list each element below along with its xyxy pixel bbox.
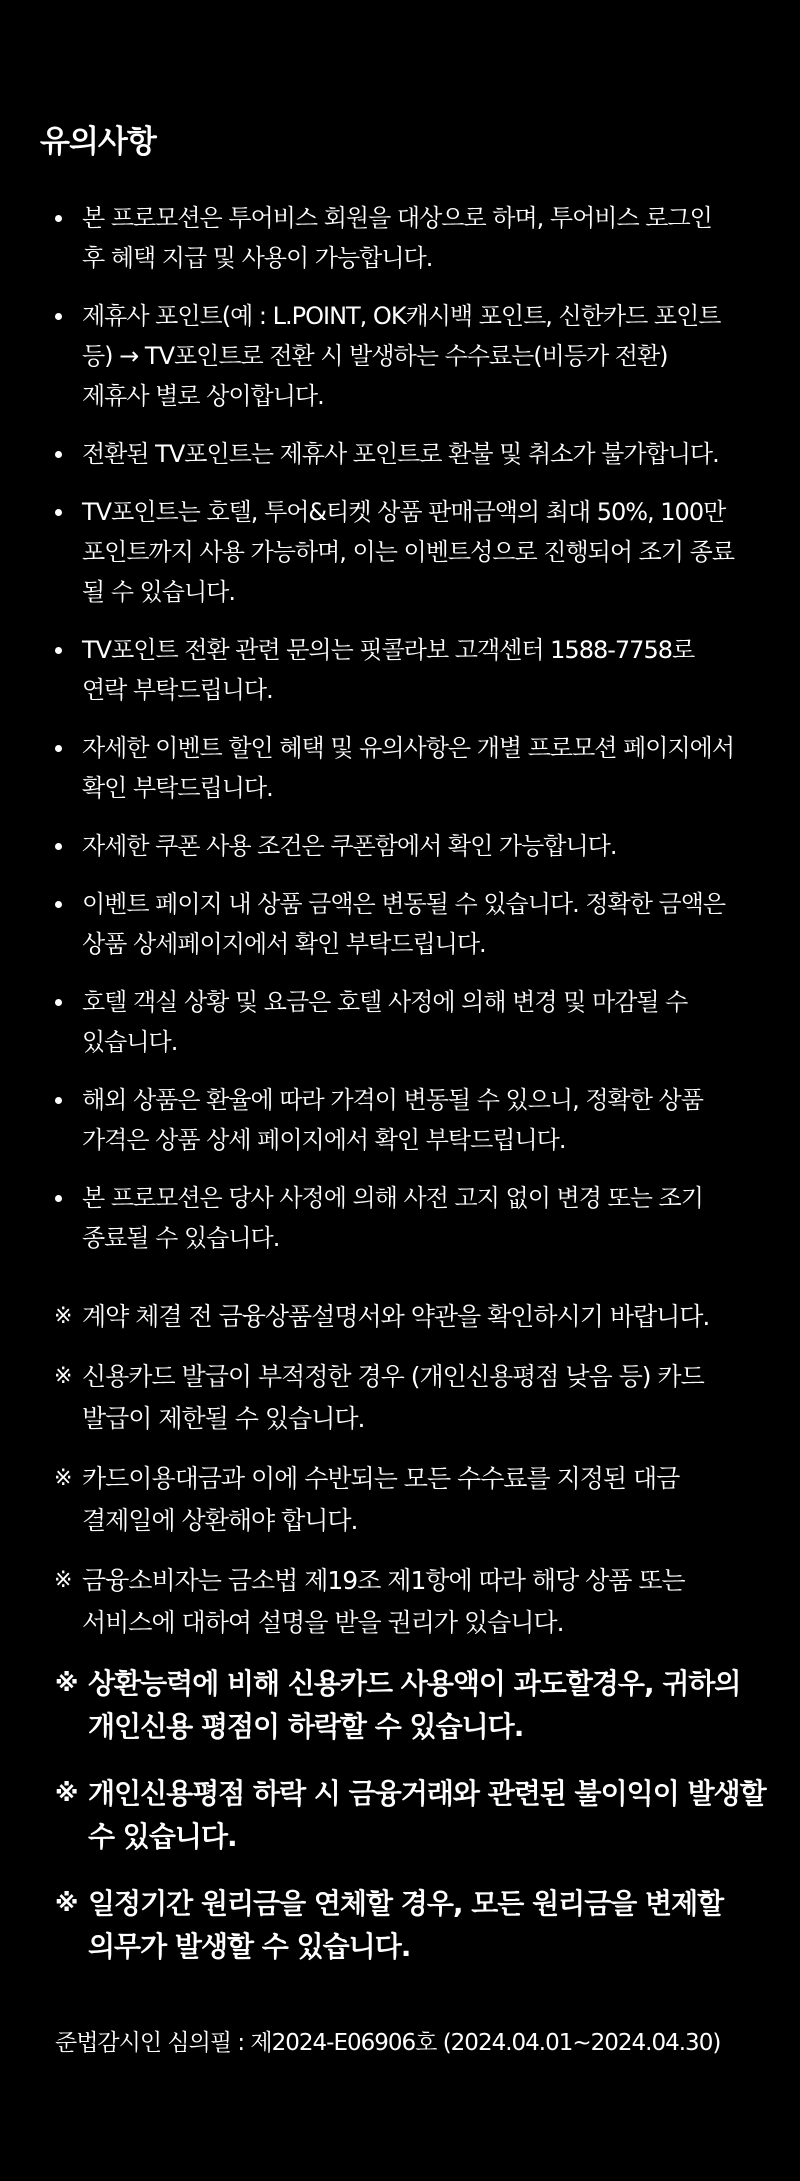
notice-text: 자세한 쿠폰 사용 조건은 쿠폰함에서 확인 가능합니다. bbox=[82, 832, 617, 860]
bullet-icon bbox=[55, 451, 62, 458]
reference-mark-icon: ※ bbox=[55, 1779, 78, 1807]
list-item bbox=[0, 728, 800, 808]
warning-text: 일정기간 원리금을 연체할 경우, 모든 원리금을 변제할 의무가 발생할 수 있습니다. bbox=[88, 1887, 724, 1963]
list-item bbox=[0, 296, 800, 416]
list-item bbox=[0, 492, 800, 612]
disclosure-item bbox=[0, 1296, 800, 1338]
compliance-footer: 준법감시인 심의필 : 제2024-E06906호 (2024.04.01~2024.04.30) bbox=[55, 2030, 721, 2056]
warning-item bbox=[0, 1662, 800, 1748]
bullet-icon bbox=[55, 647, 62, 654]
list-item bbox=[0, 826, 800, 866]
reference-mark-icon: ※ bbox=[55, 1889, 78, 1917]
notice-text: 제휴사 포인트(예 : L.POINT, OK캐시백 포인트, 신한카드 포인트 등) → TV포인트로 전환 시 발생하는 수수료는(비등가 전환) 제휴사 별로 상이합니다. bbox=[82, 302, 721, 410]
list-item bbox=[0, 630, 800, 710]
list-item bbox=[0, 1080, 800, 1160]
notice-text: 본 프로모션은 당사 사정에 의해 사전 고지 없이 변경 또는 조기 종료될 수 있습니다. bbox=[82, 1184, 703, 1252]
bullet-icon bbox=[55, 509, 62, 516]
disclosure-text: 카드이용대금과 이에 수반되는 모든 수수료를 지정된 대금 결제일에 상환해야 합니다. bbox=[82, 1464, 680, 1535]
list-item bbox=[0, 884, 800, 964]
reference-mark-icon: ※ bbox=[54, 1304, 72, 1329]
reference-mark-icon: ※ bbox=[54, 1364, 72, 1389]
list-item bbox=[0, 982, 800, 1062]
bullet-icon bbox=[55, 1097, 62, 1104]
reference-mark-icon: ※ bbox=[55, 1669, 78, 1697]
notice-text: 전환된 TV포인트는 제휴사 포인트로 환불 및 취소가 불가합니다. bbox=[82, 440, 719, 468]
notice-list bbox=[0, 198, 800, 1276]
notice-text: TV포인트 전환 관련 문의는 핏콜라보 고객센터 1588-7758로 연락 부탁드립니다. bbox=[82, 636, 695, 704]
disclosure-text: 신용카드 발급이 부적정한 경우 (개인신용평점 낮음 등) 카드 발급이 제한될 수 있습니다. bbox=[82, 1362, 704, 1433]
bullet-icon bbox=[55, 745, 62, 752]
warning-item bbox=[0, 1882, 800, 1968]
disclosure-item bbox=[0, 1356, 800, 1440]
list-item bbox=[0, 1178, 800, 1258]
disclosure-item bbox=[0, 1560, 800, 1644]
list-item bbox=[0, 434, 800, 474]
notice-text: 본 프로모션은 투어비스 회원을 대상으로 하며, 투어비스 로그인 후 혜택 지급 및 사용이 가능합니다. bbox=[82, 204, 712, 272]
warning-text: 개인신용평점 하락 시 금융거래와 관련된 불이익이 발생할 수 있습니다. bbox=[88, 1777, 766, 1853]
reference-mark-icon: ※ bbox=[54, 1466, 72, 1491]
bullet-icon bbox=[55, 843, 62, 850]
bullet-icon bbox=[55, 999, 62, 1006]
list-item bbox=[0, 198, 800, 278]
bullet-icon bbox=[55, 215, 62, 222]
warning-text: 상환능력에 비해 신용카드 사용액이 과도할경우, 귀하의 개인신용 평점이 하락할 수 있습니다. bbox=[88, 1667, 741, 1743]
bullet-icon bbox=[55, 1195, 62, 1202]
page-title: 유의사항 bbox=[40, 124, 156, 160]
notice-text: 자세한 이벤트 할인 혜택 및 유의사항은 개별 프로모션 페이지에서 확인 부탁드립니다. bbox=[82, 734, 734, 802]
notice-text: 호텔 객실 상황 및 요금은 호텔 사정에 의해 변경 및 마감될 수 있습니다. bbox=[82, 988, 688, 1056]
bullet-icon bbox=[55, 901, 62, 908]
legal-disclosures bbox=[0, 1296, 800, 1992]
disclosure-text: 금융소비자는 금소법 제19조 제1항에 따라 해당 상품 또는 서비스에 대하여 설명을 받을 권리가 있습니다. bbox=[82, 1566, 685, 1637]
notice-text: TV포인트는 호텔, 투어&티켓 상품 판매금액의 최대 50%, 100만 포인트까지 사용 가능하며, 이는 이벤트성으로 진행되어 조기 종료 될 수 있습니다. bbox=[82, 498, 734, 606]
disclosure-item bbox=[0, 1458, 800, 1542]
disclosure-text: 계약 체결 전 금융상품설명서와 약관을 확인하시기 바랍니다. bbox=[82, 1302, 710, 1331]
warning-item bbox=[0, 1772, 800, 1858]
reference-mark-icon: ※ bbox=[54, 1568, 72, 1593]
notice-text: 이벤트 페이지 내 상품 금액은 변동될 수 있습니다. 정확한 금액은 상품 상세페이지에서 확인 부탁드립니다. bbox=[82, 890, 726, 958]
bullet-icon bbox=[55, 313, 62, 320]
notice-text: 해외 상품은 환율에 따라 가격이 변동될 수 있으니, 정확한 상품 가격은 상품 상세 페이지에서 확인 부탁드립니다. bbox=[82, 1086, 703, 1154]
